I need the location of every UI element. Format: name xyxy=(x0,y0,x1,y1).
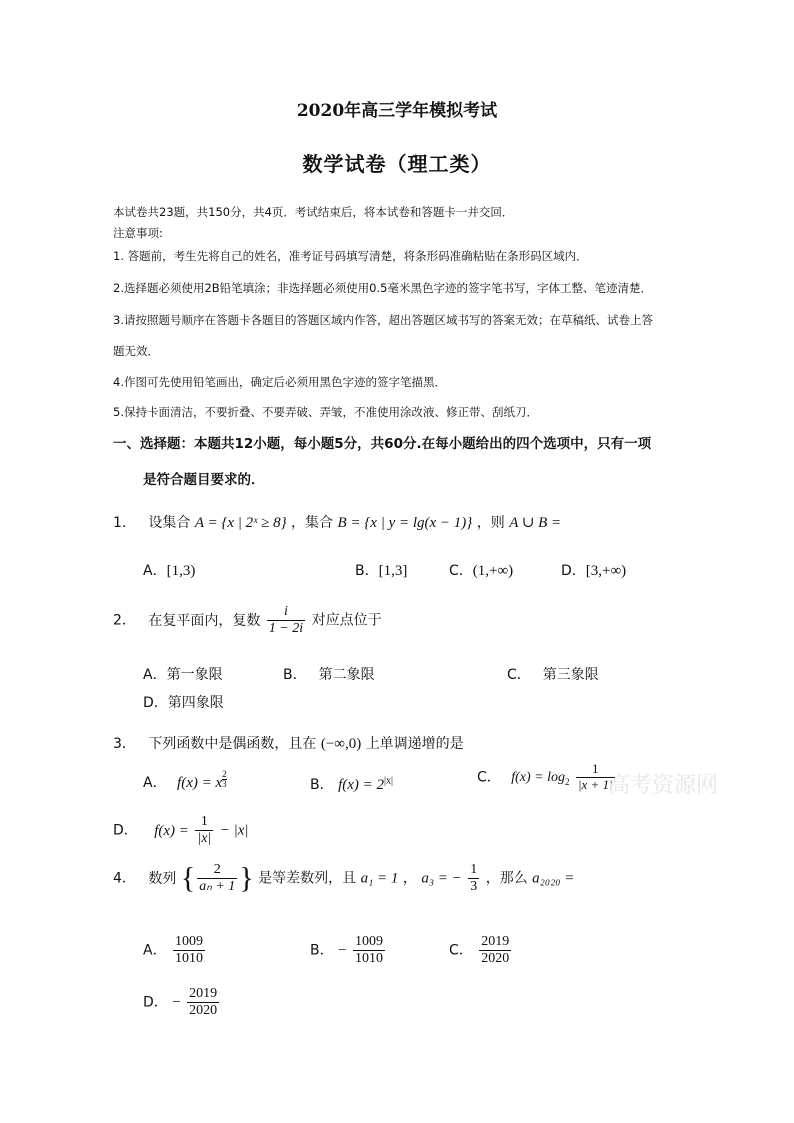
option-label: D． xyxy=(113,822,138,839)
question-stem-mid: 是等差数列，且 xyxy=(258,870,357,887)
option-label: B． xyxy=(355,563,379,579)
option-a[interactable] xyxy=(143,664,223,684)
set-a: A = {x | 2ˣ ≥ 8} xyxy=(194,515,287,531)
interval-expr: (−∞,0) xyxy=(320,736,362,752)
option-value: 第四象限 xyxy=(167,695,224,711)
fraction-denominator: |x| xyxy=(197,831,212,847)
note-4: 4.作图可先使用铅笔画出，确定后必须用黑色字迹的签字笔描黑． xyxy=(113,375,446,389)
function-expr: f(x) = x xyxy=(177,775,223,791)
fraction-denominator: 1010 xyxy=(354,951,383,967)
log-base: 2 xyxy=(565,777,570,788)
option-value: [1,3] xyxy=(378,563,408,579)
left-brace: { xyxy=(180,861,196,895)
fraction-denominator: 1 − 2i xyxy=(268,621,304,637)
option-label: A． xyxy=(143,942,167,959)
fraction-exponent xyxy=(222,770,227,789)
fraction-numerator: 1 xyxy=(470,862,478,877)
fraction-denominator: 2020 xyxy=(481,951,510,967)
option-value: [3,+∞) xyxy=(585,563,627,579)
function-tail: − |x| xyxy=(219,822,249,839)
option-d[interactable] xyxy=(561,560,626,580)
option-label: B． xyxy=(310,942,334,959)
question-number: 3． xyxy=(113,736,136,752)
option-value: 第二象限 xyxy=(318,667,375,683)
question-number: 1． xyxy=(113,515,136,531)
option-fraction xyxy=(353,934,385,967)
separator: ， xyxy=(402,870,417,887)
fraction-denominator: 1010 xyxy=(175,951,204,967)
question-4 xyxy=(113,862,574,895)
paper-subtitle: 数学试卷（理工类） xyxy=(302,152,492,176)
option-d[interactable] xyxy=(143,986,221,1019)
option-label: C． xyxy=(507,667,531,683)
question-number: 4． xyxy=(113,870,136,887)
exponent-numerator: 2 xyxy=(222,769,227,779)
exponent: |x| xyxy=(384,775,394,787)
option-label: C． xyxy=(449,942,473,959)
option-label: C． xyxy=(477,769,501,786)
fraction-numerator: 1009 xyxy=(354,934,383,949)
function-expr: f(x) = 2 xyxy=(338,777,384,793)
a3-fraction xyxy=(468,862,479,895)
sequence-fraction xyxy=(197,862,237,895)
union-expr: A ∪ B = xyxy=(509,515,562,531)
notes-title: 注意事项: xyxy=(113,226,163,240)
question-number: 2． xyxy=(113,612,136,629)
option-label: B． xyxy=(310,777,334,793)
note-1: 1. 答题前，考生先将自己的姓名，准考证号码填写清楚，将条形码准确粘贴在条形码区域内． xyxy=(113,249,588,263)
question-2 xyxy=(113,604,382,637)
option-label: D． xyxy=(143,695,168,711)
option-value: [1,3) xyxy=(166,563,196,579)
fraction-numerator: 2019 xyxy=(189,986,218,1001)
option-label: D． xyxy=(143,994,168,1011)
question-3 xyxy=(113,733,464,753)
exam-title: 2020年高三学年模拟考试 xyxy=(296,101,498,121)
option-value: (1,+∞) xyxy=(472,563,514,579)
set-b: B = {x | y = lg(x − 1)} xyxy=(337,515,473,531)
option-c[interactable] xyxy=(507,664,599,684)
question-stem: 设集合 xyxy=(148,515,191,531)
option-fraction xyxy=(479,934,511,967)
option-value: 第三象限 xyxy=(542,667,599,683)
question-stem-end: 上单调递增的是 xyxy=(365,736,464,752)
option-fraction xyxy=(173,934,205,967)
note-3: 3.请按照题号顺序在答题卡各题目的答题区域内作答，超出答题区域书写的答案无效；在草稿纸、试卷上答 xyxy=(113,313,653,327)
option-c[interactable] xyxy=(449,934,513,967)
target-expr: a₂₀₂₀ = xyxy=(532,870,575,887)
note-5: 5.保持卡面清洁，不要折叠、不要弄破、弄皱，不准使用涂改液、修正带、刮纸刀． xyxy=(113,405,538,419)
question-stem-end: ，那么 xyxy=(485,870,528,887)
option-c[interactable] xyxy=(449,560,513,580)
fraction-denominator: aₙ + 1 xyxy=(199,879,236,895)
fraction-denominator: 2020 xyxy=(189,1003,218,1019)
right-brace: } xyxy=(239,861,254,895)
fraction-numerator: 2019 xyxy=(481,934,510,949)
option-b[interactable] xyxy=(283,664,375,684)
option-a[interactable] xyxy=(143,934,207,967)
question-stem-end: ，则 xyxy=(476,515,505,531)
option-c[interactable] xyxy=(477,762,617,793)
fraction-numerator: 2 xyxy=(213,862,221,877)
question-stem: 下列函数中是偶函数，且在 xyxy=(148,736,317,752)
option-fraction xyxy=(187,986,219,1019)
section-heading-cont: 是符合题目要求的． xyxy=(143,472,265,488)
option-value: 第一象限 xyxy=(166,667,223,683)
option-b[interactable] xyxy=(310,934,387,967)
fraction-denominator: |x + 1| xyxy=(577,776,613,792)
fraction-numerator: 1009 xyxy=(175,934,204,949)
option-label: A． xyxy=(143,775,167,791)
option-d[interactable] xyxy=(113,814,249,847)
option-label: A． xyxy=(143,667,167,683)
option-a[interactable] xyxy=(143,770,227,792)
a1-expr: a₁ = 1 xyxy=(360,870,399,887)
fraction-denominator: 3 xyxy=(470,879,478,895)
note-2: 2.选择题必须使用2B铅笔填涂；非选择题必须使用0.5毫米黑色字迹的签字笔书写，字体工整、笔迹清楚． xyxy=(113,281,652,295)
fraction-numerator: 1 xyxy=(200,814,208,829)
option-sign: − xyxy=(338,942,347,959)
option-d[interactable] xyxy=(143,692,224,712)
fraction-numerator: 1 xyxy=(592,761,599,776)
function-expr: f(x) = log xyxy=(511,770,565,786)
watermark: 高考资源网 xyxy=(608,773,719,798)
question-stem: 数列 xyxy=(148,870,177,887)
section-heading: 一、选择题：本题共12小题，每小题5分，共60分.在每小题给出的四个选项中，只有一项 xyxy=(113,436,652,452)
option-label: B． xyxy=(283,667,307,683)
question-1 xyxy=(113,512,561,532)
option-label: A． xyxy=(143,563,167,579)
complex-fraction xyxy=(267,604,305,637)
option-b[interactable] xyxy=(310,774,393,794)
option-label: D． xyxy=(561,563,586,579)
question-stem-end: 对应点位于 xyxy=(311,612,382,629)
question-stem-mid: ，集合 xyxy=(291,515,334,531)
option-sign: − xyxy=(172,994,181,1011)
option-a[interactable] xyxy=(143,560,195,580)
intro-line: 本试卷共23题，共150分，共4页．考试结束后，将本试卷和答题卡一并交回． xyxy=(113,205,514,219)
a3-expr: a₃ = − xyxy=(421,870,462,887)
fraction-numerator: i xyxy=(284,604,288,619)
question-stem: 在复平面内，复数 xyxy=(148,612,261,629)
exponent-denominator: 3 xyxy=(222,779,227,789)
option-b[interactable] xyxy=(355,560,407,580)
note-3-cont: 题无效． xyxy=(113,344,159,358)
function-expr: f(x) = xyxy=(154,822,189,839)
option-label: C． xyxy=(449,563,473,579)
function-fraction xyxy=(195,814,213,847)
